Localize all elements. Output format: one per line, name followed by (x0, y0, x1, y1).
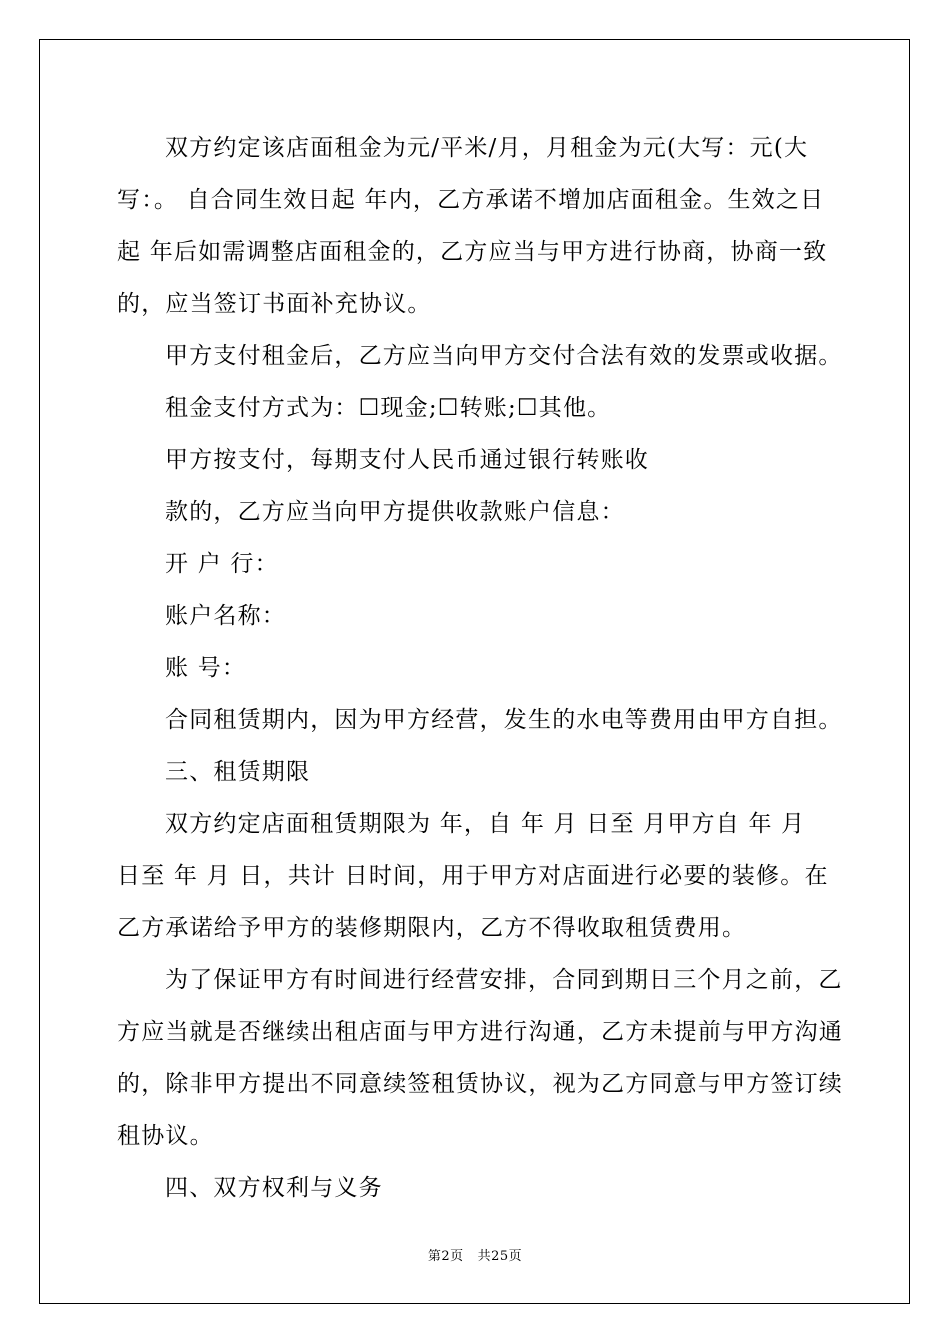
paragraph-line: 合同租赁期内，因为甲方经营，发生的水电等费用由甲方自担。 (165, 707, 843, 733)
paragraph-line: 的，应当签订书面补充协议。 (117, 291, 432, 317)
page-number: 第2页 (427, 1249, 464, 1264)
paragraph-line: 租协议。 (117, 1123, 214, 1149)
field-label-account-name: 账户名称： (165, 603, 286, 629)
paragraph-line: 方应当就是否继续出租店面与甲方进行沟通，乙方未提前与甲方沟通 (117, 1019, 843, 1045)
page-footer (0, 1245, 950, 1264)
paragraph-line: 款的，乙方应当向甲方提供收款账户信息： (165, 499, 625, 525)
paragraph-line: 日至 年 月 日，共计 日时间，用于甲方对店面进行必要的装修。在 (117, 863, 829, 889)
paragraph-line: 乙方承诺给予甲方的装修期限内，乙方不得收取租赁费用。 (117, 915, 747, 941)
field-label-bank: 开 户 行： (165, 551, 279, 577)
field-label-account-number: 账 号： (165, 655, 247, 681)
paragraph-line: 甲方支付租金后，乙方应当向甲方交付合法有效的发票或收据。 (165, 343, 843, 369)
paragraph-line: 双方约定店面租赁期限为 年，自 年 月 日至 月甲方自 年 月 (165, 811, 806, 837)
paragraph-line: 双方约定该店面租金为元/平米/月，月租金为元(大写：元(大 (165, 135, 809, 161)
page-total: 共25页 (477, 1249, 523, 1264)
paragraph-line: 为了保证甲方有时间进行经营安排，合同到期日三个月之前，乙 (165, 967, 843, 993)
paragraph-line: 的，除非甲方提出不同意续签租赁协议，视为乙方同意与甲方签订续 (117, 1071, 843, 1097)
paragraph-line: 起 年后如需调整店面租金的，乙方应当与甲方进行协商，协商一致 (117, 239, 828, 265)
paragraph-line: 甲方按支付，每期支付人民币通过银行转账收 (165, 447, 649, 473)
paragraph-line: 写：。 自合同生效日起 年内，乙方承诺不增加店面租金。生效之日 (117, 187, 825, 213)
section-heading: 三、租赁期限 (165, 759, 311, 785)
document-body (117, 128, 843, 1220)
paragraph-line: 租金支付方式为：☐现金;☐转账;☐其他。 (165, 395, 612, 421)
section-heading: 四、双方权利与义务 (165, 1175, 383, 1201)
